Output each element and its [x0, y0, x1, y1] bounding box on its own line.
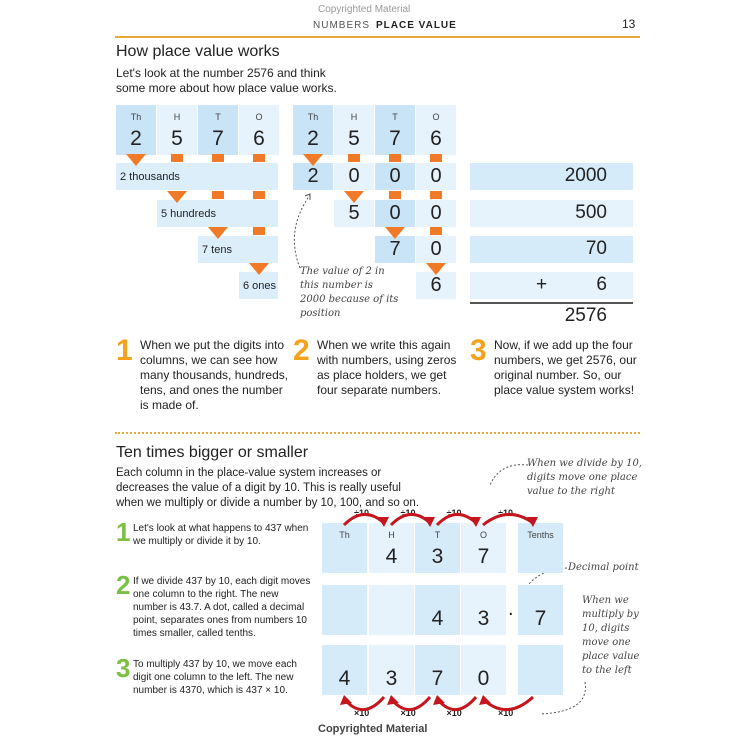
- sum-value: 2000: [564, 165, 607, 186]
- zero-row-digit: 0: [375, 163, 415, 190]
- dotted-arrow-divide: [470, 460, 530, 490]
- zero-row-digit: 0: [416, 163, 456, 190]
- step-number: 1: [116, 334, 133, 367]
- column-header-cell: [334, 105, 374, 155]
- column-label: H: [388, 530, 395, 540]
- divide-by-ten-label: ÷10: [446, 508, 462, 518]
- annotation-value-of-2: The value of 2 in this number is 2000 because of its position: [300, 266, 399, 319]
- arrow-down-icon: [249, 263, 269, 275]
- step-text: Now, if we add up the four numbers, we get 2576, our original number. So, our place value system works!: [494, 338, 637, 397]
- step-number: 2: [293, 334, 310, 367]
- zero-row-digit: 0: [416, 236, 456, 263]
- grid-cell: [322, 645, 367, 695]
- digit: 3: [385, 667, 398, 690]
- column-label: H: [173, 112, 181, 122]
- step-text: When we put the digits into columns, we can see how many thousands, hundreds, tens, and ones the number is made of.: [140, 338, 289, 412]
- multiply-by-ten-label: ×10: [498, 708, 514, 718]
- column-label: Tenths: [527, 530, 554, 540]
- digit: 7: [534, 607, 547, 630]
- note-multiply: When we multiply by 10, digits move one place value to the left: [582, 595, 640, 676]
- zero-row-digit: 7: [375, 236, 415, 263]
- step-text: Let's look at what happens to 437 when we multiply or divide it by 10.: [133, 523, 309, 547]
- column-header-cell: [157, 105, 197, 155]
- divide-by-ten-label: ÷10: [354, 508, 369, 518]
- digit: 7: [389, 127, 401, 150]
- step-number: 3: [470, 334, 487, 367]
- sum-row: [470, 200, 633, 227]
- connector-mark: [389, 191, 401, 199]
- page-number: 13: [622, 17, 636, 31]
- step-text: If we divide 437 by 10, each digit moves one column to the right. The new number is 43.7. A dot, called a decimal point, separates ones from numbers 10 times smaller, called tenths.: [133, 576, 311, 639]
- sum-row: [470, 163, 633, 190]
- footer-watermark: Copyrighted Material: [318, 723, 428, 735]
- sum-value: 6: [596, 274, 607, 295]
- multiply-by-ten-label: ×10: [446, 708, 462, 718]
- digit: 4: [431, 607, 444, 630]
- connector-mark: [212, 154, 224, 162]
- decimal-point: .: [508, 598, 514, 620]
- digit: 3: [477, 607, 490, 630]
- connector-mark: [253, 227, 265, 235]
- column-header-cell: [416, 105, 456, 155]
- plus-sign: +: [536, 274, 548, 295]
- step-number: 2: [116, 570, 131, 600]
- note-divide: When we divide by 10, digits move one place value to the right: [527, 458, 642, 497]
- arrow-down-icon: [385, 227, 405, 239]
- connector-mark: [253, 154, 265, 162]
- grid-cell: [415, 645, 460, 695]
- multiply-by-ten-label: ×10: [354, 708, 370, 718]
- connector-mark: [430, 191, 442, 199]
- connector-mark: [430, 227, 442, 235]
- connector-mark: [212, 191, 224, 199]
- arrow-down-icon: [167, 191, 187, 203]
- step-number: 1: [116, 517, 131, 547]
- topic-label: PLACE VALUE: [376, 20, 457, 31]
- arrow-down-icon: [426, 263, 446, 275]
- header-watermark: Copyrighted Material: [318, 4, 411, 15]
- section2-title: Ten times bigger or smaller: [116, 444, 309, 461]
- column-header-cell: [375, 105, 415, 155]
- section-title: How place value works: [116, 43, 280, 60]
- grid-cell: [518, 645, 563, 695]
- arrow-down-icon: [208, 227, 228, 239]
- zero-row-digit: 6: [416, 272, 456, 299]
- expanded-label: 7 tens: [198, 236, 278, 263]
- section-divider: [115, 432, 640, 434]
- expanded-label: 6 ones: [239, 272, 278, 299]
- digit: 0: [477, 667, 490, 690]
- digit: 2: [130, 127, 142, 150]
- column-label: T: [434, 530, 441, 540]
- digit: 4: [338, 667, 351, 690]
- column-header-cell: [198, 105, 238, 155]
- step-text: To multiply 437 by 10, we move each digit one column to the left. The new number is 4370, which is 437 × 10.: [133, 659, 297, 696]
- arrow-down-icon: [344, 191, 364, 203]
- grid-cell: [369, 645, 414, 695]
- divide-by-ten-label: ÷10: [498, 508, 513, 518]
- section-label: NUMBERS: [313, 20, 371, 31]
- sum-value: 70: [585, 238, 607, 259]
- sum-total: 2576: [564, 305, 607, 326]
- header-rule: [115, 36, 640, 38]
- column-label: Th: [130, 112, 142, 122]
- column-label: O: [255, 112, 263, 122]
- grid-cell: [461, 645, 506, 695]
- zero-row-digit: 0: [416, 200, 456, 227]
- dotted-arrow: [285, 190, 325, 270]
- zero-row-digit: 5: [334, 200, 374, 227]
- multiply-by-ten-label: ×10: [400, 708, 416, 718]
- connector-mark: [389, 154, 401, 162]
- digit: 7: [431, 667, 444, 690]
- arrow-down-icon: [126, 154, 146, 166]
- column-label: H: [350, 112, 358, 122]
- digit: 3: [431, 545, 444, 568]
- connector-mark: [171, 154, 183, 162]
- sum-row: [470, 272, 633, 299]
- digit: 4: [385, 545, 398, 568]
- expanded-label: 5 hundreds: [157, 200, 278, 227]
- sum-line: [470, 302, 633, 304]
- digit: 6: [253, 127, 265, 150]
- digit: 5: [171, 127, 183, 150]
- divide-by-ten-label: ÷10: [400, 508, 416, 518]
- column-label: T: [215, 112, 221, 122]
- section2-intro: Each column in the place-value system increases or decreases the value of a digit by 10. This is really useful when we multiply or divide a number by 10, 100, and so on.: [116, 467, 420, 509]
- column-header-cell: [293, 105, 333, 155]
- note-decimal: Decimal point: [568, 562, 639, 573]
- zero-row-digit: 0: [375, 200, 415, 227]
- digit: 7: [477, 545, 490, 568]
- digit: 2: [307, 127, 319, 150]
- sum-value: 500: [575, 202, 607, 223]
- section-intro: Let's look at the number 2576 and think some more about how place value works.: [116, 66, 337, 95]
- curved-arrow-icon: [483, 505, 563, 625]
- column-label: T: [392, 112, 398, 122]
- zero-row-digit: 2: [293, 163, 333, 190]
- column-label: Th: [339, 530, 350, 540]
- digit: 5: [348, 127, 360, 150]
- column-header-cell: [239, 105, 279, 155]
- digit: 6: [430, 127, 442, 150]
- expanded-label: 2 thousands: [116, 163, 278, 190]
- step-number: 3: [116, 653, 131, 683]
- column-label: Th: [307, 112, 319, 122]
- sum-row: [470, 236, 633, 263]
- connector-mark: [253, 191, 265, 199]
- column-header-cell: [116, 105, 156, 155]
- zero-row-digit: 0: [334, 163, 374, 190]
- step-text: When we write this again with numbers, using zeros as place holders, we get four separate numbers.: [317, 338, 457, 397]
- arrow-down-icon: [303, 154, 323, 166]
- column-label: O: [479, 530, 487, 540]
- column-label: O: [432, 112, 440, 122]
- connector-mark: [348, 154, 360, 162]
- connector-mark: [430, 154, 442, 162]
- digit: 7: [212, 127, 224, 150]
